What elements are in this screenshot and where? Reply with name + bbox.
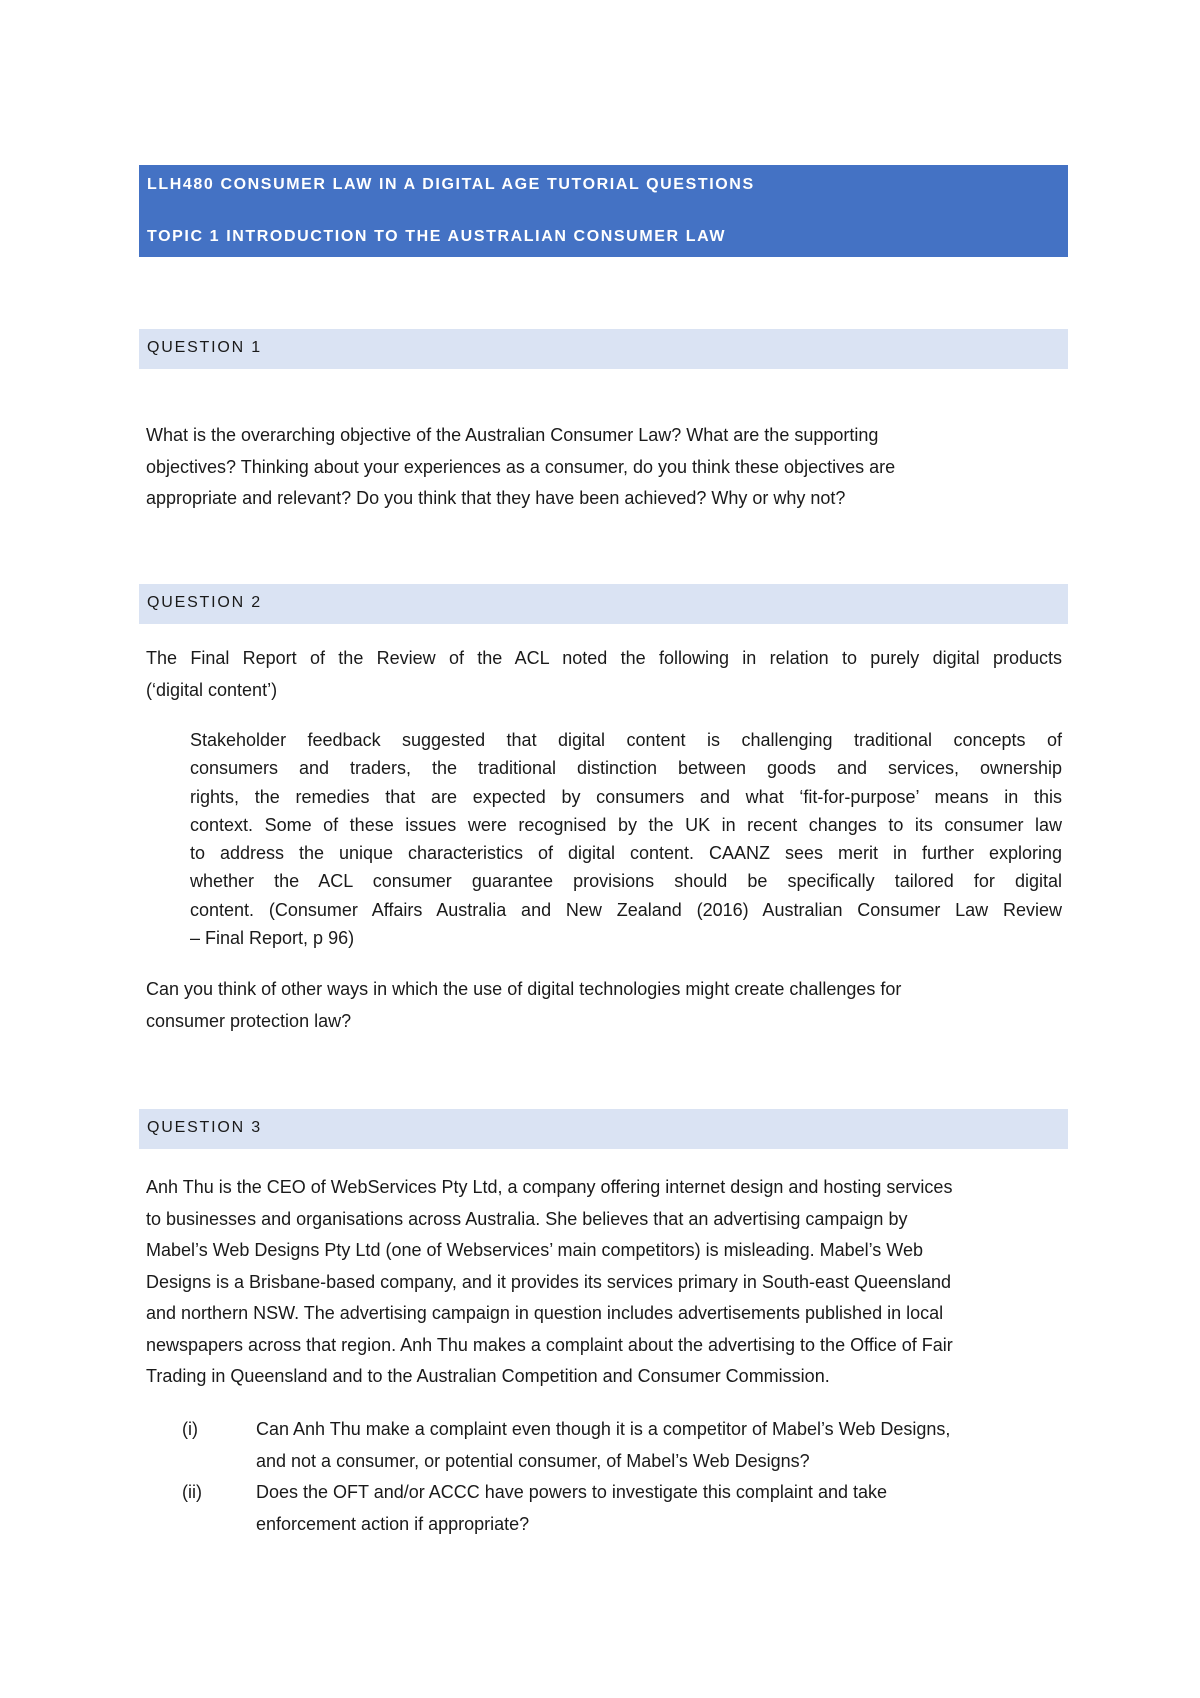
text-line: appropriate and relevant? Do you think that they have been achieved? Why or why not? — [146, 488, 846, 508]
list-text — [256, 1477, 1056, 1540]
text-line: newspapers across that region. Anh Thu makes a complaint about the advertising to the Office of Fair — [146, 1334, 953, 1355]
question-2-intro — [146, 643, 1062, 706]
question-2-followup — [146, 974, 1062, 1037]
question-3-heading: QUESTION 3 — [147, 1119, 262, 1136]
quote-line: content. (Consumer Affairs Australia and New Zealand (2016) Australian Consumer Law Review — [190, 899, 1062, 920]
list-number: (ii) — [182, 1482, 202, 1502]
text-line: objectives? Thinking about your experiences as a consumer, do you think these objectives are — [146, 456, 896, 477]
quote-line: to address the unique characteristics of digital content. CAANZ sees merit in further exploring — [190, 843, 1062, 864]
text-line: and not a consumer, or potential consumer, of Mabel’s Web Designs? — [256, 1450, 810, 1471]
quote-line: Stakeholder feedback suggested that digital content is challenging traditional concepts of — [190, 730, 1062, 750]
text-line: (‘digital content’) — [146, 679, 278, 700]
text-line: What is the overarching objective of the Australian Consumer Law? What are the supporting — [146, 425, 879, 445]
document-title: LLH480 CONSUMER LAW IN A DIGITAL AGE TUTORIAL QUESTIONS — [147, 176, 755, 193]
quote-line: whether the ACL consumer guarantee provisions should be specifically tailored for digital — [190, 871, 1062, 892]
text-line: and northern NSW. The advertising campaign in question includes advertisements published in local — [146, 1303, 944, 1323]
text-line: Trading in Queensland and to the Australian Competition and Consumer Commission. — [146, 1366, 830, 1386]
text-line: Mabel’s Web Designs Pty Ltd (one of Webservices’ main competitors) is misleading. Mabel’s Web — [146, 1240, 923, 1260]
text-line: enforcement action if appropriate? — [256, 1513, 530, 1534]
text-line: Anh Thu is the CEO of WebServices Pty Ltd, a company offering internet design and hosting services — [146, 1177, 953, 1197]
question-3-text — [146, 1172, 1062, 1393]
quote-line: consumers and traders, the traditional distinction between goods and services, ownership — [190, 758, 1062, 779]
list-number: (i) — [182, 1419, 198, 1439]
text-line: The Final Report of the Review of the ACL noted the following in relation to purely digital products — [146, 648, 1062, 668]
text-line: Does the OFT and/or ACCC have powers to investigate this complaint and take — [256, 1482, 887, 1502]
text-line: Designs is a Brisbane-based company, and it provides its services primary in South-east Queensland — [146, 1271, 952, 1292]
question-3-heading-bar — [139, 1109, 1068, 1149]
question-2-heading-bar — [139, 584, 1068, 624]
title-banner — [139, 165, 1068, 257]
list-text — [256, 1414, 1056, 1477]
quote-line: context. Some of these issues were recognised by the UK in recent changes to its consumer law — [190, 814, 1062, 835]
quote-line: rights, the remedies that are expected by consumers and what ‘fit-for-purpose’ means in this — [190, 786, 1062, 807]
question-1-text — [146, 420, 1062, 515]
text-line: to businesses and organisations across Australia. She believes that an advertising campaign by — [146, 1208, 908, 1229]
question-1-heading: QUESTION 1 — [147, 339, 262, 356]
text-line: Can you think of other ways in which the use of digital technologies might create challenges for — [146, 979, 902, 999]
text-line: consumer protection law? — [146, 1010, 352, 1031]
quote-line: – Final Report, p 96) — [190, 928, 355, 949]
block-quote — [190, 726, 1062, 952]
question-1-heading-bar — [139, 329, 1068, 369]
topic-title: TOPIC 1 INTRODUCTION TO THE AUSTRALIAN CONSUMER LAW — [147, 228, 727, 245]
question-2-heading: QUESTION 2 — [147, 594, 262, 611]
text-line: Can Anh Thu make a complaint even though it is a competitor of Mabel’s Web Designs, — [256, 1419, 951, 1439]
